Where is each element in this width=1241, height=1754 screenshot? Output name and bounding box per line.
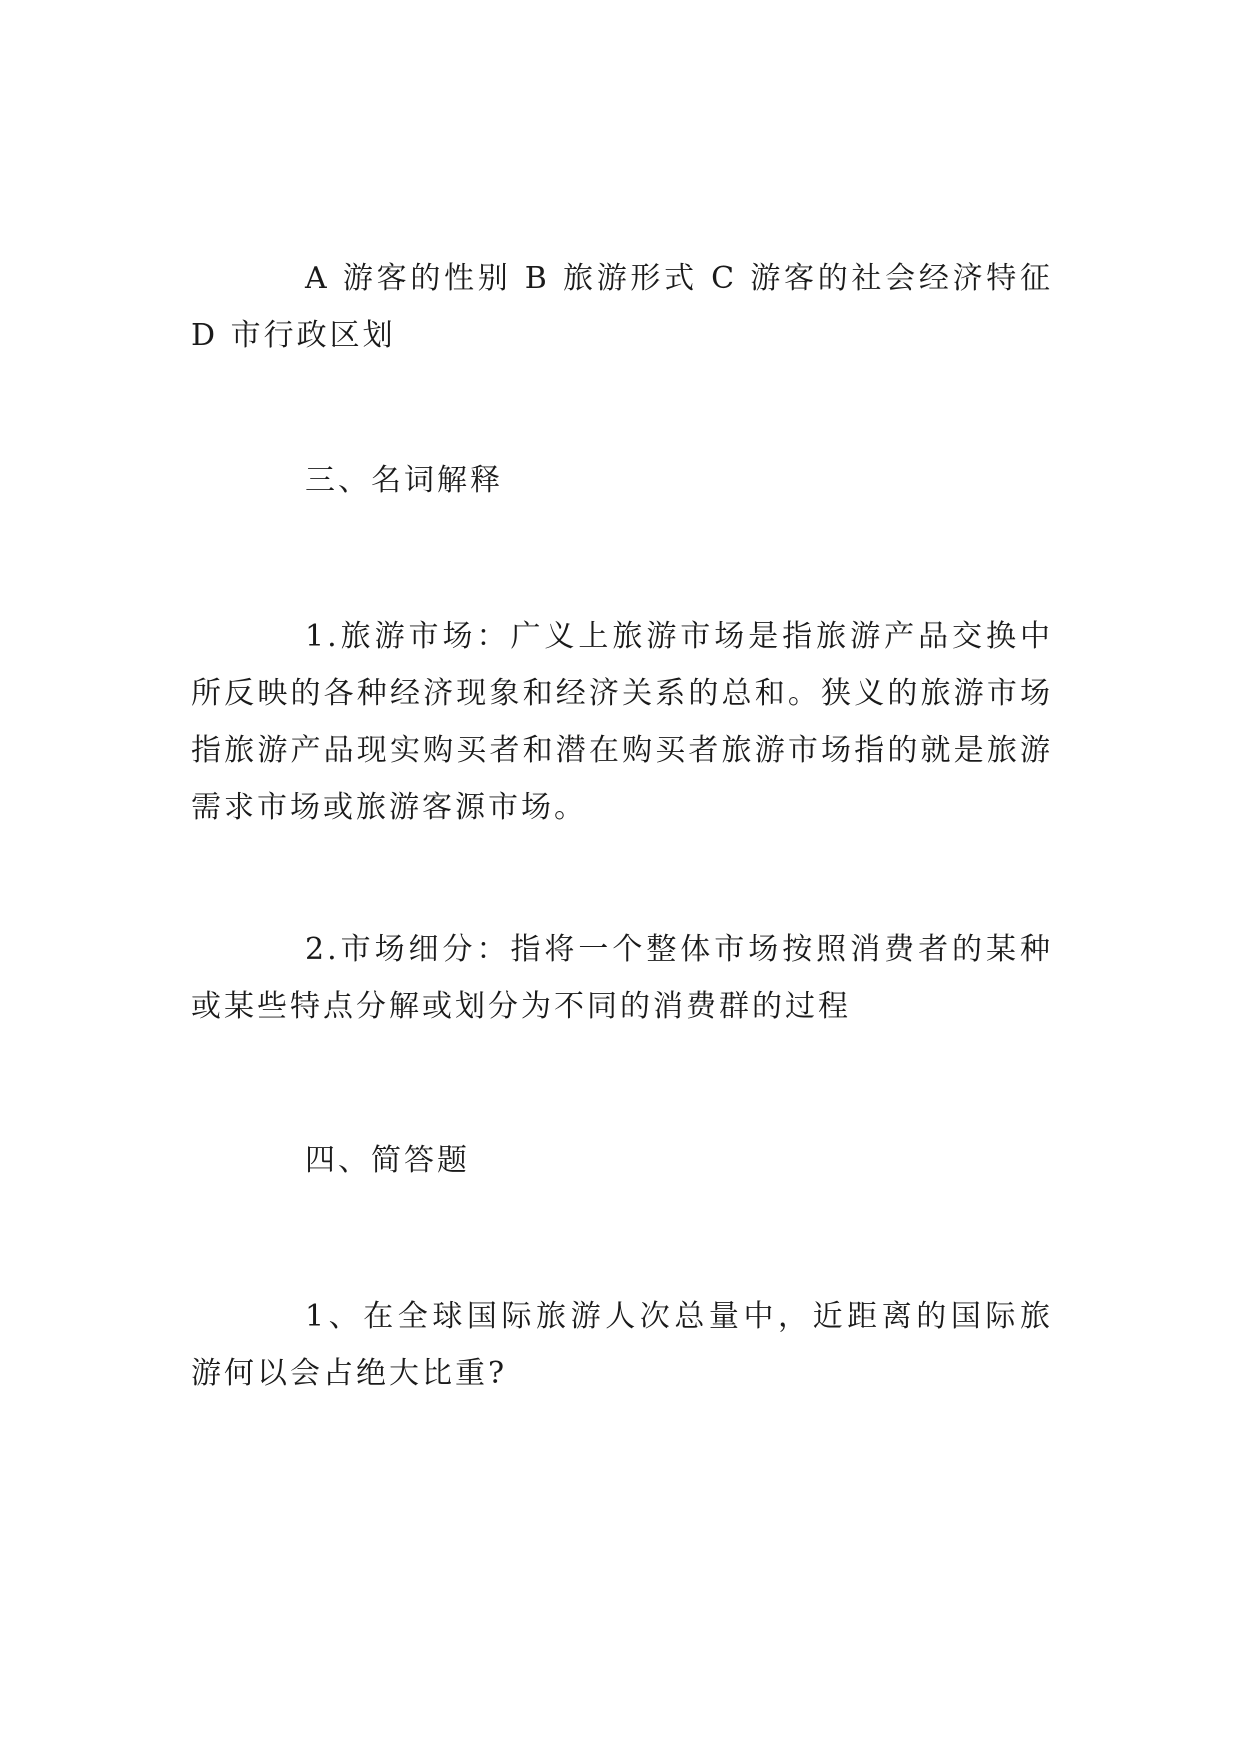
definition-tourism-market: 1.旅游市场：广义上旅游市场是指旅游产品交换中所反映的各种经济现象和经济关系的总和。狭义的旅游市场指旅游产品现实购买者和潜在购买者旅游市场指的就是旅游需求市场或旅游客源市场。 — [191, 619, 1053, 825]
multiple-choice-options: A 游客的性别 B 旅游形式 C 游客的社会经济特征 D 市行政区划 — [191, 261, 1053, 353]
definition-market-segmentation: 2.市场细分：指将一个整体市场按照消费者的某种或某些特点分解或划分为不同的消费群的过程 — [191, 932, 1053, 1024]
section-heading-terms: 三、名词解释 — [305, 463, 503, 498]
section-heading-short-answer: 四、简答题 — [305, 1143, 470, 1178]
question-1: 1、在全球国际旅游人次总量中，近距离的国际旅游何以会占绝大比重? — [191, 1299, 1053, 1391]
